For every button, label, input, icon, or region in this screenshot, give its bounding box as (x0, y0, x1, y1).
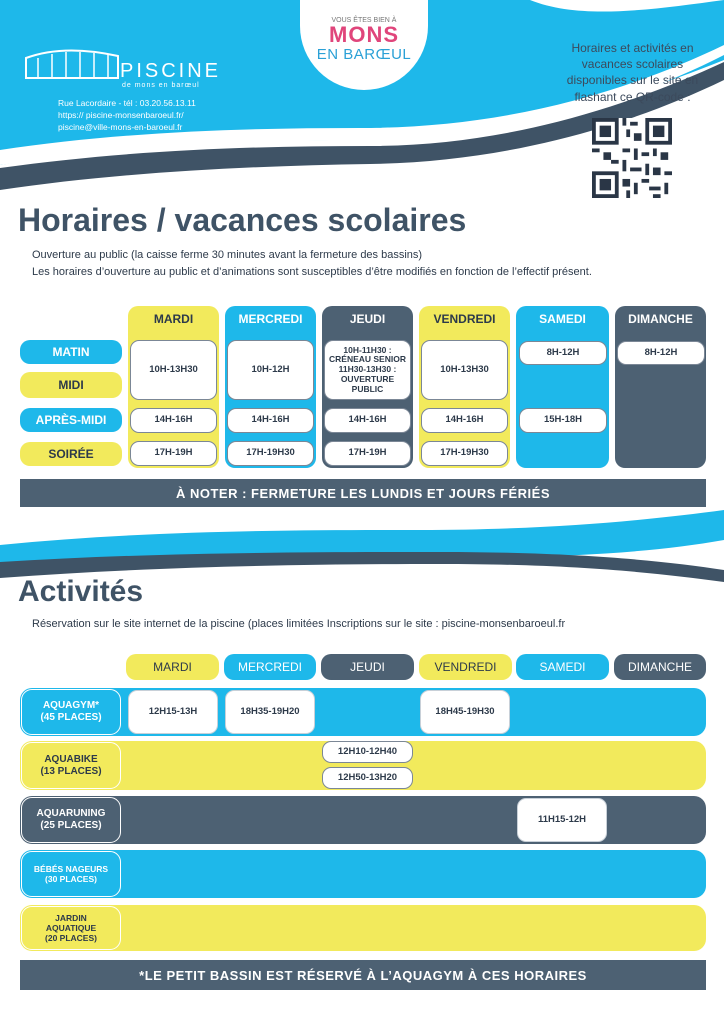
pool-address: Rue Lacordaire - tél : 03.20.56.13.11 (58, 98, 196, 108)
activity-row-aquagym (20, 688, 706, 736)
hours-intro-line-1: Ouverture au public (la caisse ferme 30 minutes avant la fermeture des bassins) (32, 249, 423, 261)
activity-day-header-wednesday: MERCREDI (224, 654, 316, 680)
activity-label-water-garden-line-1: JARDIN (55, 912, 87, 923)
activity-day-header-friday: VENDREDI (419, 654, 512, 680)
cell-tuesday-morning: 10H-13H30 (130, 340, 217, 400)
hours-intro-line-2: Les horaires d’ouverture au public et d’animations sont susceptibles d’être modifiés en fonction de l’effectif présent. (32, 266, 592, 278)
activity-label-aquabike-places: (13 PLACES) (40, 765, 102, 777)
hours-day-header-thursday: JEUDI (349, 312, 386, 326)
slot-aquagym-tuesday: 12H15-13H (128, 690, 218, 734)
period-label-noon: MIDI (20, 372, 122, 398)
pool-logo-title: PISCINE (120, 60, 222, 82)
slot-aquabike-thursday-2: 12H50-13H20 (322, 767, 413, 789)
period-label-afternoon: APRÈS-MIDI (20, 408, 122, 432)
activity-label-baby-swimmers-places: (30 PLACES) (45, 874, 97, 884)
period-label-morning: MATIN (20, 340, 122, 364)
activity-label-aquaruning-name: AQUARUNING (36, 808, 106, 819)
pool-email-link[interactable]: piscine@ville-mons-en-baroeul.fr (58, 122, 183, 132)
cell-saturday-afternoon: 15H-18H (519, 408, 607, 433)
activity-label-aquaruning (21, 797, 121, 843)
hours-day-header-tuesday: MARDI (153, 312, 194, 326)
slot-aquaruning-saturday: 11H15-12H (517, 798, 607, 842)
cell-wednesday-evening: 17H-19H30 (227, 441, 314, 466)
activity-day-header-tuesday: MARDI (126, 654, 219, 680)
cell-tuesday-evening: 17H-19H (130, 441, 217, 466)
city-tagline: VOUS ÊTES BIEN À (331, 17, 397, 24)
hours-day-header-sunday: DIMANCHE (628, 312, 693, 326)
hours-day-header-friday: VENDREDI (433, 312, 496, 326)
slot-aquagym-friday: 18H45-19H30 (420, 690, 510, 734)
activities-intro: Réservation sur le site internet de la piscine (places limitées Inscriptions sur le site : piscine-monsenbaroeul.fr (32, 618, 566, 630)
activity-row-baby-swimmers (20, 850, 706, 898)
cell-friday-afternoon: 14H-16H (421, 408, 508, 433)
slot-aquagym-wednesday: 18H35-19H20 (225, 690, 315, 734)
activity-label-aquabike (21, 742, 121, 789)
activities-section-title: Activités (18, 575, 144, 608)
cell-friday-morning: 10H-13H30 (421, 340, 508, 400)
city-name-line-1: MONS (329, 22, 399, 47)
cell-wednesday-morning: 10H-12H (227, 340, 314, 400)
activity-label-water-garden (21, 906, 121, 950)
activity-day-header-sunday: DIMANCHE (614, 654, 706, 680)
cell-thursday-morning: 10H-11H30 : CRÉNEAU SENIOR 11H30-13H30 : OUVERTURE PUBLIC (324, 340, 411, 400)
cell-friday-evening: 17H-19H30 (421, 441, 508, 466)
activity-row-water-garden (20, 905, 706, 951)
aquagym-footnote-banner: *LE PETIT BASSIN EST RÉSERVÉ À L’AQUAGYM À CES HORAIRES (20, 960, 706, 990)
closure-note-banner: À NOTER : FERMETURE LES LUNDIS ET JOURS FÉRIÉS (20, 479, 706, 507)
hours-day-header-wednesday: MERCREDI (238, 312, 303, 326)
cell-wednesday-afternoon: 14H-16H (227, 408, 314, 433)
slot-aquabike-thursday-1: 12H10-12H40 (322, 741, 413, 763)
activity-label-aquagym-places: (45 PLACES) (40, 712, 102, 723)
activity-label-aquabike-name: AQUABIKE (44, 753, 98, 765)
activity-label-water-garden-places: (20 PLACES) (45, 933, 97, 944)
hours-day-header-saturday: SAMEDI (539, 312, 586, 326)
activity-label-baby-swimmers-name: BÉBÉS NAGEURS (33, 863, 109, 874)
activity-label-water-garden-line-2: AQUATIQUE (45, 922, 97, 933)
cell-thursday-evening: 17H-19H (324, 441, 411, 466)
pool-website-link[interactable]: https:// piscine-monsenbaroeul.fr/ (58, 110, 184, 120)
activity-label-baby-swimmers (21, 851, 121, 897)
qr-code-icon[interactable] (592, 118, 672, 198)
cell-saturday-morning: 8H-12H (519, 341, 607, 365)
period-label-evening: SOIRÉE (20, 442, 122, 466)
cell-sunday-morning: 8H-12H (617, 341, 705, 365)
pool-logo-subtitle: de mons en barœul (122, 82, 200, 89)
activity-label-aquagym-name: AQUAGYM* (42, 700, 100, 711)
hours-section-title: Horaires / vacances scolaires (18, 202, 467, 238)
pool-building-logo-icon (24, 42, 120, 82)
activity-day-header-saturday: SAMEDI (516, 654, 609, 680)
activity-day-header-thursday: JEUDI (321, 654, 414, 680)
city-name-line-2: EN BARŒUL (316, 46, 412, 63)
activity-label-aquagym (21, 689, 121, 735)
cell-tuesday-afternoon: 14H-16H (130, 408, 217, 433)
qr-code-caption: Horaires et activités en vacances scolaires disponibles sur le site en flashant ce QR-code : (566, 41, 699, 104)
activity-label-aquaruning-places: (25 PLACES) (40, 820, 102, 831)
cell-thursday-afternoon: 14H-16H (324, 408, 411, 433)
